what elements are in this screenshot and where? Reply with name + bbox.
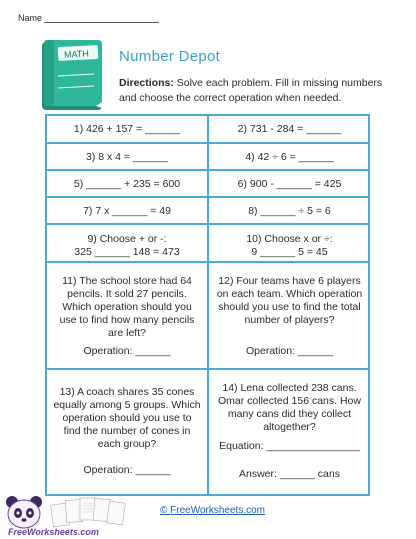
problem-8[interactable]: 8) ______ ÷ 5 = 6 <box>209 198 370 225</box>
problem-11 <box>47 263 209 370</box>
problem-11-text: 11) The school store had 64 pencils. It sold 27 pencils. Which operation should you use to find how many pencils are left? <box>59 275 195 339</box>
problem-3[interactable]: 3) 8 x 4 = ______ <box>47 144 209 171</box>
problem-9[interactable] <box>47 225 209 263</box>
name-label: Name <box>18 13 43 23</box>
name-row <box>18 13 159 23</box>
math-book-icon <box>34 36 110 112</box>
copyright-link[interactable]: © FreeWorksheets.com <box>160 505 265 516</box>
problem-9-prompt: 9) Choose + or -: <box>87 233 167 245</box>
directions-text: Solve each problem. Fill in missing numbers and choose the correct operation when needed. <box>119 77 383 104</box>
problem-14-text: 14) Lena collected 238 cans. Omar collected 156 cans. How many cans did they collect altogether? <box>218 382 361 433</box>
problem-10[interactable] <box>209 225 370 263</box>
directions <box>119 76 389 106</box>
problem-14-answer[interactable]: Answer: ______ cans <box>239 468 340 480</box>
problem-2[interactable]: 2) 731 - 284 = ______ <box>209 116 370 144</box>
problem-12-operation[interactable]: Operation: ______ <box>246 345 333 357</box>
problem-10-prompt: 10) Choose x or ÷: <box>246 233 333 245</box>
page-title: Number Depot <box>119 48 221 65</box>
problem-14 <box>209 370 370 494</box>
problem-1[interactable]: 1) 426 + 157 = ______ <box>47 116 209 144</box>
problem-13 <box>47 370 209 494</box>
problem-4[interactable]: 4) 42 ÷ 6 = ______ <box>209 144 370 171</box>
book-label: MATH <box>63 48 90 60</box>
problem-12-text: 12) Four teams have 6 players on each team. Which operation should you use to find the total number of players? <box>216 275 363 326</box>
problem-9-equation[interactable]: 325 ______ 148 = 473 <box>74 246 180 258</box>
problem-7[interactable]: 7) 7 x ______ = 49 <box>47 198 209 225</box>
problem-12 <box>209 263 370 370</box>
problem-5[interactable]: 5) ______ + 235 = 600 <box>47 171 209 198</box>
problem-10-equation[interactable]: 9 ______ 5 = 45 <box>251 246 328 258</box>
problem-13-text: 13) A coach shares 35 cones equally among 5 groups. Which operation should you use to find the number of cones in each group? <box>53 386 201 450</box>
brand-name: FreeWorksheets.com <box>8 527 99 537</box>
name-line[interactable] <box>44 13 159 23</box>
directions-label: Directions: <box>119 77 174 89</box>
problem-grid <box>45 114 370 496</box>
problem-14-equation[interactable]: Equation: ________________ <box>219 440 360 452</box>
problem-11-operation[interactable]: Operation: ______ <box>83 345 171 357</box>
problem-13-operation[interactable]: Operation: ______ <box>83 464 171 476</box>
problem-6[interactable]: 6) 900 - ______ = 425 <box>209 171 370 198</box>
